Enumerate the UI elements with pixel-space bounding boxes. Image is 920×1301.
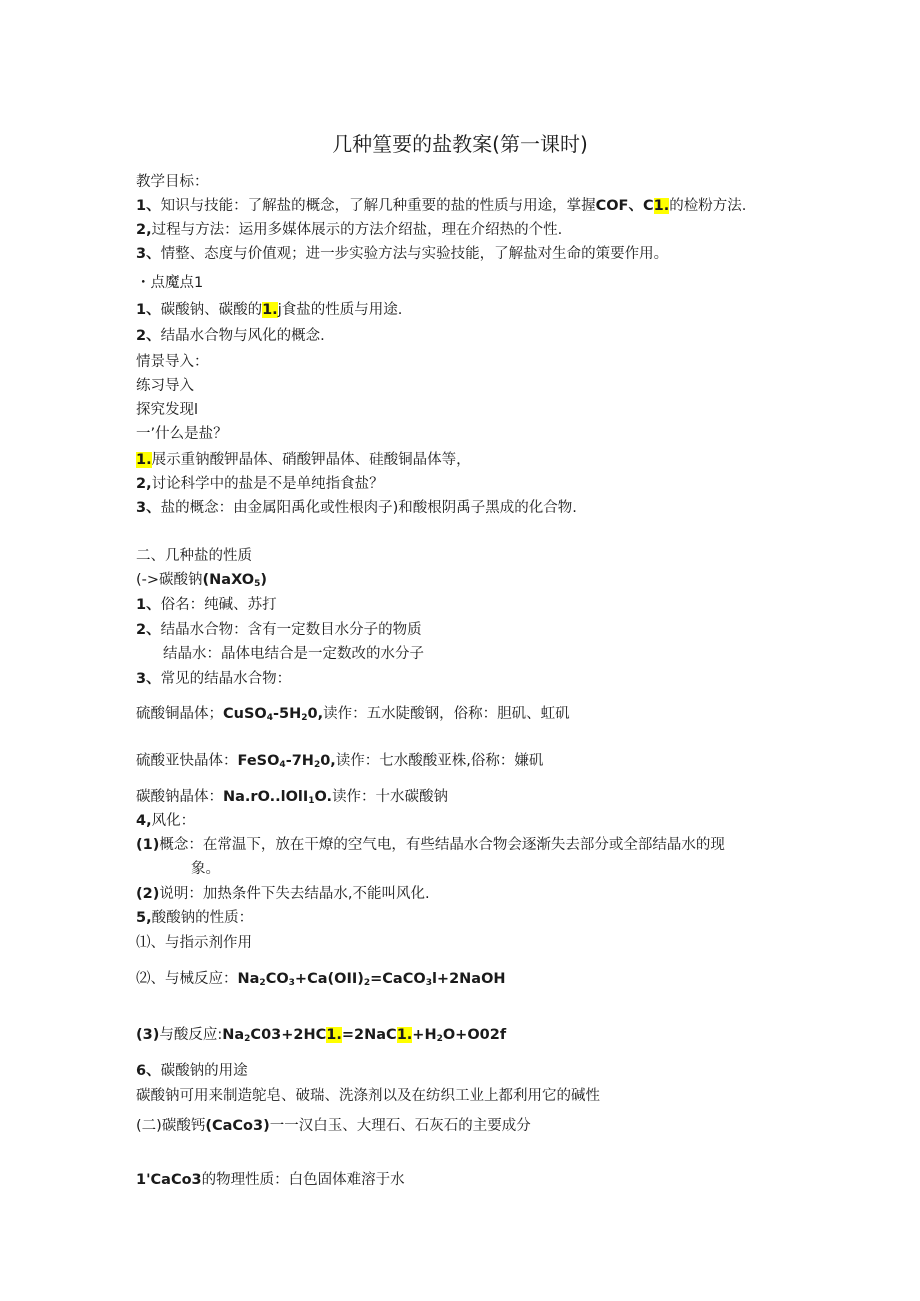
property-5: 5,酸酸钠的性质： <box>136 910 254 926</box>
property-6: 6、碳酸钠的用途 <box>136 1063 248 1079</box>
subsection-sodium-carbonate: (->碳酸钠(NaXO$_5$) <box>136 572 267 589</box>
explore-heading: 探究发现l <box>136 402 199 418</box>
property-5-acid-reaction: (3)与酸反应$:Na_2C03+2HC1.=2NaC1.+H_2O+O02f$ <box>136 1027 507 1044</box>
practice-intro: 练习导入 <box>136 378 194 394</box>
property-6-body: 碳酸钠可用来制造鸵皂、破瑞、洗涤剂以及在纺织工业上都利用它的碱性 <box>136 1088 600 1104</box>
property-4-concept: (1)概念：在常温下，放在干燎的空气电，有些结晶水合物会逐渐失去部分或全部结晶水的现 <box>136 837 725 853</box>
objectives-heading: 教学目标： <box>136 174 209 190</box>
objective-2: 2,过程与方法：运用多媒体展示的方法介绍盐，理在介绍热的个性. <box>136 222 563 238</box>
property-3: 3、常见的结晶水合物： <box>136 671 292 687</box>
key-point-2: 2、结晶水合物与风化的概念. <box>136 328 325 344</box>
key-points-heading: ・点魔点1 <box>136 275 204 291</box>
section-2-heading: 二、几种盐的性质 <box>136 548 252 564</box>
subsection-calcium-carbonate: (二)碳酸钙(CaCo3)一一汉白玉、大理石、石灰石的主要成分 <box>136 1118 531 1134</box>
scene-intro: 情景导入： <box>136 354 209 370</box>
property-5-indicator: ⑴、与指示剂作用 <box>136 935 252 951</box>
property-4: 4,风化： <box>136 813 196 829</box>
objective-3: 3、情整、态度与价值观；进一步实验方法与实验技能，了解盐对生命的策要作用。 <box>136 246 669 262</box>
highlight-mark: 1. <box>653 198 670 214</box>
section-1-item-3: 3、盐的概念：由金属阳禹化或性根肉子)和酸根阴禹子黑成的化合物. <box>136 500 577 516</box>
highlight-mark: 1. <box>262 302 278 318</box>
hydrate-copper-sulfate: 硫酸铜晶体；$CuSO_4-5H_20$,读作：五水陡酸钢，俗称：胆矶、虹矶 <box>136 706 570 723</box>
objective-1: 1、知识与技能：了解盐的概念，了解几种重要的盐的性质与用途，掌握COF、C1.的检粉方法. <box>136 198 747 214</box>
property-2: 2、结晶水合物：含有一定数目水分子的物质 <box>136 622 422 638</box>
hydrate-ferrous-sulfate: 硫酸亚快晶体：$FeSO_4-7H_20$,读作：七水酸酸亚株,俗称：嫌矶 <box>136 753 544 770</box>
calcium-carbonate-physical: 1'CaCo3的物理性质：白色固体难溶于水 <box>136 1172 405 1188</box>
property-4-concept-cont: 象。 <box>191 861 220 877</box>
section-1-item-1: 1.展示重钠酸钾晶体、硝酸钾晶体、硅酸铜晶体等， <box>136 452 471 468</box>
property-1: 1、俗名：纯碱、苏打 <box>136 597 277 613</box>
property-2-detail: 结晶水：晶体电结合是一定数改的水分子 <box>163 646 424 662</box>
hydrate-sodium-carbonate: 碳酸钠晶体：Na.rO..lOlI$_1$O.读作：十水碳酸钠 <box>136 789 449 806</box>
property-5-base-reaction: ⑵、与械反应：$Na_2CO_3+Ca(OII)_2=CaCO_3l+2NaOH$ <box>136 971 506 988</box>
property-4-note: (2)说明：加热条件下失去结晶水,不能叫风化. <box>136 886 430 902</box>
highlight-mark: 1. <box>396 1027 413 1043</box>
highlight-mark: 1. <box>326 1027 342 1043</box>
key-point-1: 1、碳酸钠、碳酸的1.j食盐的性质与用途. <box>136 302 403 318</box>
page-title: 几种篁要的盐教案(第一课时) <box>332 132 588 156</box>
section-1-heading: 一’什么是盐？ <box>136 426 228 442</box>
highlight-mark: 1. <box>136 452 152 468</box>
section-1-item-2: 2,讨论科学中的盐是不是单纯指食盐？ <box>136 476 384 492</box>
